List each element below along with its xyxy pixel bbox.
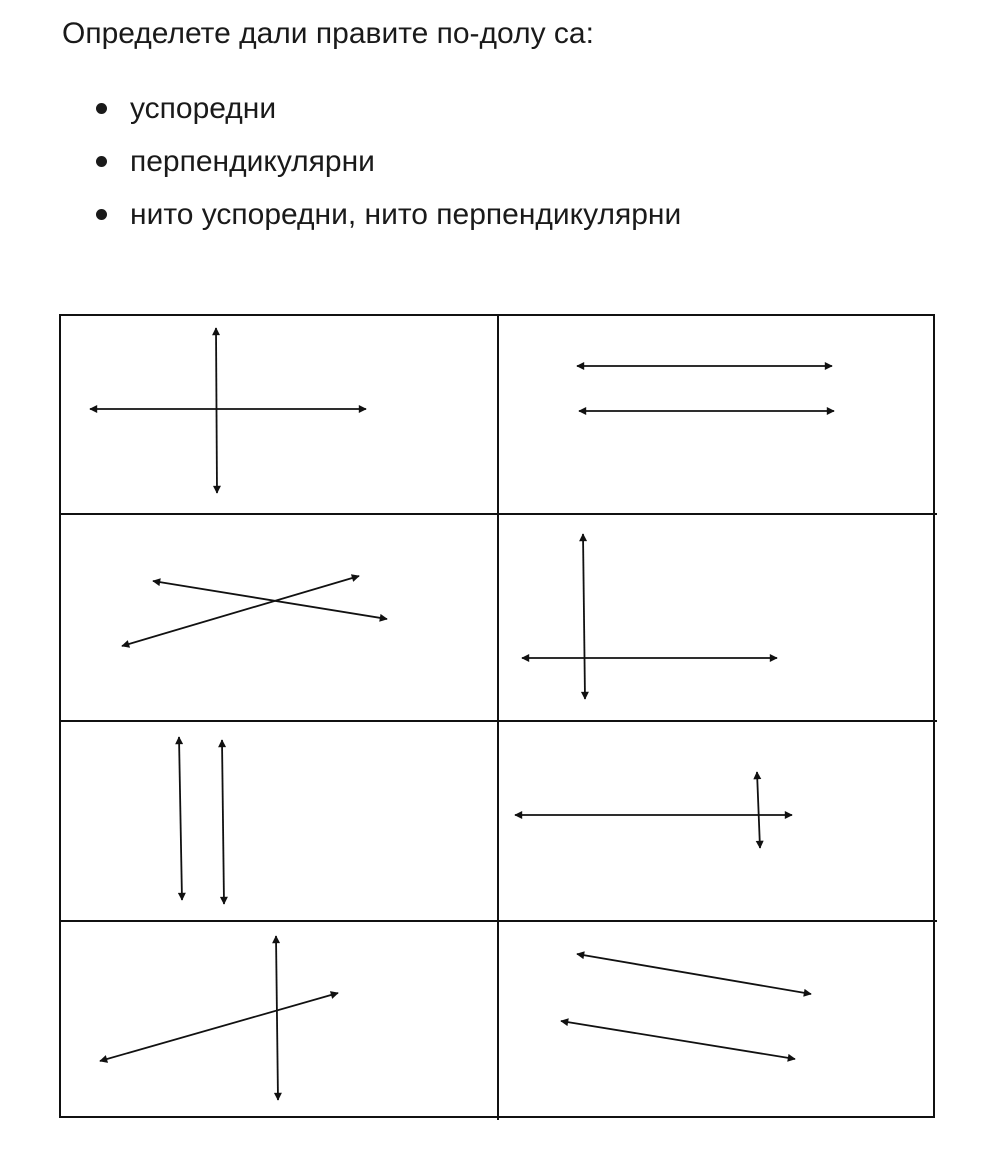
- figure-5-lines: [61, 722, 497, 920]
- line: [216, 328, 217, 493]
- figure-cell-7: [61, 922, 499, 1120]
- figure-4-lines: [499, 515, 937, 720]
- figure-7-lines: [61, 922, 497, 1120]
- figure-cell-2: [499, 316, 937, 515]
- option-item: [96, 135, 681, 188]
- figure-1-lines: [61, 316, 497, 513]
- figure-6-lines: [499, 722, 937, 920]
- line: [276, 936, 278, 1100]
- bullet-icon: [96, 103, 107, 114]
- bullet-icon: [96, 209, 107, 220]
- figure-cell-5: [61, 722, 499, 922]
- line: [583, 534, 585, 699]
- line: [757, 772, 760, 848]
- line: [100, 993, 338, 1061]
- figure-cell-8: [499, 922, 937, 1120]
- option-label: нито успоредни, нито перпендикулярни: [130, 198, 682, 231]
- figure-cell-4: [499, 515, 937, 722]
- option-label: перпендикулярни: [130, 145, 375, 178]
- line: [577, 954, 811, 994]
- figure-cell-1: [61, 316, 499, 515]
- figure-2-lines: [499, 316, 937, 513]
- line: [179, 737, 182, 900]
- bullet-icon: [96, 156, 107, 167]
- options-list: [96, 82, 681, 241]
- option-item: [96, 82, 681, 135]
- line: [222, 740, 224, 904]
- instruction-text: Определете дали правите по-долу са:: [62, 17, 594, 50]
- figures-grid: [59, 314, 935, 1118]
- line: [561, 1021, 795, 1059]
- figure-cell-6: [499, 722, 937, 922]
- option-label: успоредни: [130, 92, 277, 125]
- figure-cell-3: [61, 515, 499, 722]
- figure-3-lines: [61, 515, 497, 720]
- option-item: [96, 188, 681, 241]
- line: [122, 576, 359, 646]
- line: [153, 581, 387, 619]
- figure-8-lines: [499, 922, 937, 1120]
